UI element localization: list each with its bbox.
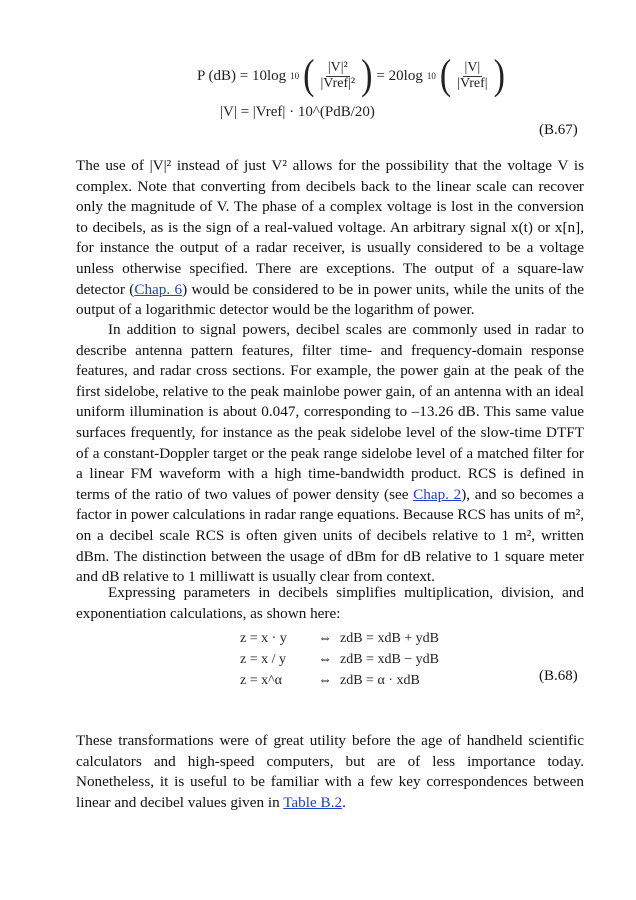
chap-6-link[interactable]: Chap. 6 [134, 280, 183, 298]
fraction-2: $\frac{|V|}{\text{|Vref|}}$ [457, 59, 488, 91]
equation-number-b67: (B.67) [539, 122, 578, 138]
chap-2-link[interactable]: Chap. 2 [413, 485, 462, 503]
paragraph-4: These transformations were of great utility before the age of handheld scientific calculators and high-speed computers, but are of less importance today. Nonetheless, it is useful to be familiar with a few key correspondences between linear and decibel values given in Table B.2. [76, 732, 584, 811]
equation-b67-line1: P (dB) = 10log 10 ( $\frac{\text{|V|²}}{\text{|Vref|²}}$ ) = 20log 10 ( $\frac{|V|}{\text{|Vref|}}$ ) [197, 52, 505, 99]
paragraph-1: The use of |V|² instead of just V² allows for the possibility that the voltage V is complex. Note that converting from decibels back to the linear scale can recover only the magnitude of V. The phase of a complex voltage is lost in the conversion to decibels, as is the sign of a real-valued voltage. An arbitrary signal x(t) or x[n], for instance the output of a radar receiver, is usually considered to be a voltage unless otherwise specified. There are exceptions. The output of a square-law detector (Chap. 6) would be considered to be in power units, while the units of the output of a logarithmic detector would be the logarithm of power. [76, 157, 584, 319]
eq-mid: = 20log [376, 67, 423, 84]
equation-number-b68: (B.68) [539, 668, 578, 684]
equation-row: z = x^α ⇔ zdB = α · xdB [240, 672, 420, 688]
equation-b68 [240, 628, 439, 691]
table-b2-link[interactable]: Table B.2 [283, 793, 343, 811]
eq-lhs: P (dB) = 10log [197, 67, 287, 84]
fraction-1: $\frac{\text{|V|²}}{\text{|Vref|²}}$ [320, 59, 356, 91]
paragraph-2: In addition to signal powers, decibel scales are commonly used in radar to describe antenna pattern features, filter time- and frequency-domain response features, and radar cross sections. For example, the power gain at the peak of the first sidelobe, relative to the peak mainlobe power gain, of an antenna with an ideal uniform illumination is about 0.047, corresponding to –13.26 dB. This same value surfaces frequently, for instance as the peak sidelobe level of the slow-time DTFT of a constant-Doppler target or the peak range sidelobe level of a matched filter for a linear FM waveform with a high time-bandwidth product. RCS is defined in terms of the ratio of two values of power density (see Chap. 2), and so becomes a factor in power calculations in radar range equations. Because RCS has units of m², on a decibel scale RCS is often given units of decibels relative to 1 m², written dBm. The distinction between the usage of dBm for dB relative to 1 square meter and dB relative to 1 milliwatt is usually clear from context. [76, 321, 585, 586]
paragraph-3: Expressing parameters in decibels simplifies multiplication, division, and exponentiation calculations, as shown here: [76, 584, 584, 622]
equation-row: z = x · y ⇔ zdB = xdB + ydB [240, 630, 440, 646]
equation-b67-line2: |V| = |Vref| · 10^(PdB/20) [220, 104, 375, 120]
equation-row: z = x / y ⇔ zdB = xdB − ydB [240, 651, 440, 667]
log-subscript: 10 [290, 71, 300, 81]
